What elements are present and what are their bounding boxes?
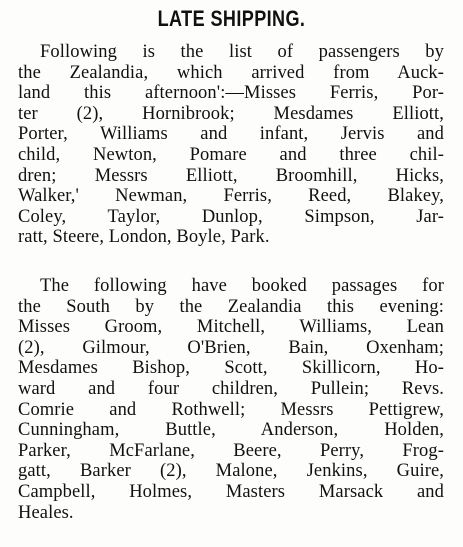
text-line: ward and four children, Pullein; Revs. — [18, 378, 444, 399]
arrivals-paragraph — [18, 42, 444, 248]
text-line: Comrie and Rothwell; Messrs Pettigrew, — [18, 399, 444, 420]
text-line: the South by the Zealandia this evening: — [18, 296, 444, 317]
text-line: ter (2), Hornibrook; Mesdames Elliott, — [18, 103, 444, 124]
text-line: The following have booked passages for — [40, 276, 444, 296]
text-line: dren; Messrs Elliott, Broomhill, Hicks, — [18, 165, 444, 186]
article-headline: LATE SHIPPING. — [157, 6, 306, 31]
text-line: Coley, Taylor, Dunlop, Simpson, Jar- — [18, 206, 444, 227]
departures-paragraph — [18, 276, 444, 523]
text-line: the Zealandia, which arrived from Auck- — [18, 62, 444, 83]
text-line: Porter, Williams and infant, Jervis and — [18, 124, 444, 145]
text-line: Misses Groom, Mitchell, Williams, Lean — [18, 317, 444, 338]
text-line: Mesdames Bishop, Scott, Skillicorn, Ho- — [18, 358, 444, 379]
text-line: ratt, Steere, London, Boyle, Park. — [18, 227, 270, 248]
text-line: gatt, Barker (2), Malone, Jenkins, Guire, — [18, 461, 444, 482]
text-line: Walker,' Newman, Ferris, Reed, Blakey, — [18, 186, 444, 207]
text-line: (2), Gilmour, O'Brien, Bain, Oxenham; — [18, 337, 444, 358]
text-line: Cunningham, Buttle, Anderson, Holden, — [18, 420, 444, 441]
text-line: land this afternoon':—Misses Ferris, Por- — [18, 83, 444, 104]
text-line: Campbell, Holmes, Masters Marsack and — [18, 481, 444, 502]
text-line: Heales. — [18, 502, 74, 523]
text-line: Parker, McFarlane, Beere, Perry, Frog- — [18, 440, 444, 461]
text-line: Following is the list of passengers by — [40, 42, 444, 62]
text-line: child, Newton, Pomare and three chil- — [18, 144, 444, 165]
